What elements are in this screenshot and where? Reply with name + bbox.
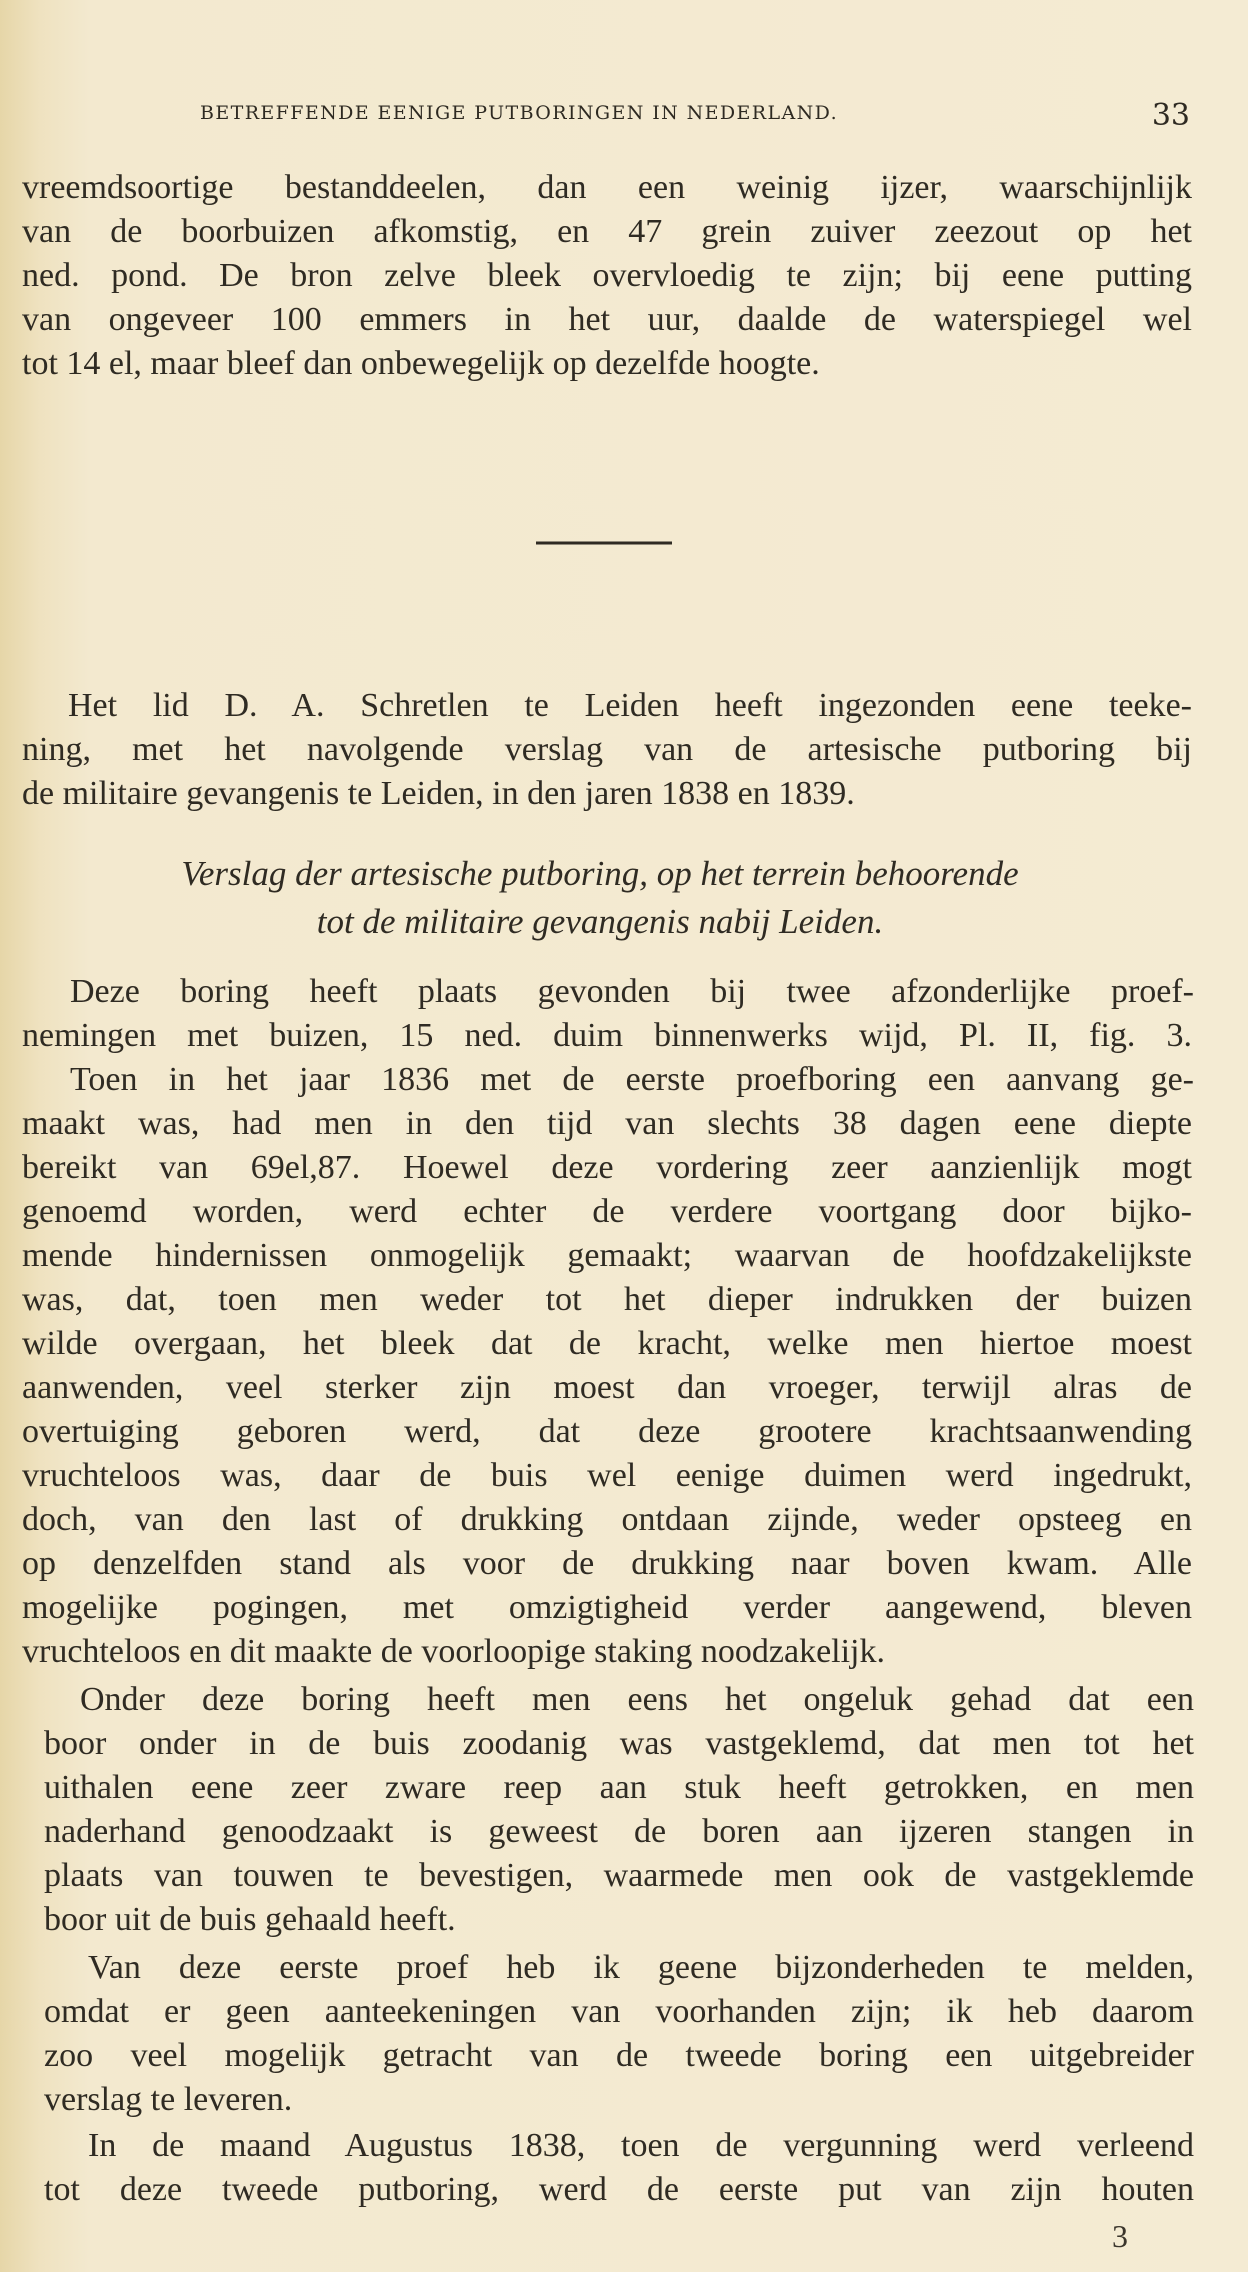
text-line: tot 14 el, maar bleef dan onbewegelijk op dezelfde hoogte. [22, 345, 820, 382]
text-line: omdat er geen aanteekeningen van voorhanden zijn; ik heb daarom [44, 1993, 1194, 2030]
text-line: Het lid D. A. Schretlen te Leiden heeft ingezonden eene teeke- [68, 687, 1192, 724]
text-line: genoemd worden, werd echter de verdere voortgang door bijko- [22, 1193, 1192, 1230]
text-line: plaats van touwen te bevestigen, waarmede men ook de vastgeklemde [44, 1857, 1194, 1894]
text-line: maakt was, had men in den tijd van slechts 38 dagen eene diepte [22, 1105, 1192, 1142]
text-line: mogelijke pogingen, met omzigtigheid verder aangewend, bleven [22, 1589, 1192, 1626]
text-line: Van deze eerste proef heb ik geene bijzonderheden te melden, [88, 1949, 1194, 1986]
text-line: de militaire gevangenis te Leiden, in den jaren 1838 en 1839. [22, 775, 855, 812]
text-line: ned. pond. De bron zelve bleek overvloedig te zijn; bij eene putting [22, 257, 1192, 294]
section-divider-rule [536, 540, 672, 546]
text-line: was, dat, toen men weder tot het dieper indrukken der buizen [22, 1281, 1192, 1318]
text-line: Onder deze boring heeft men eens het ongeluk gehad dat een [80, 1681, 1194, 1718]
running-title: BETREFFENDE EENIGE PUTBORINGEN IN NEDERLAND. [200, 102, 839, 124]
page-header [200, 98, 1190, 138]
text-line: zoo veel mogelijk getracht van de tweede boring een uitgebreider [44, 2037, 1194, 2074]
text-line: vruchteloos was, daar de buis wel eenige duimen werd ingedrukt, [22, 1457, 1192, 1494]
text-line: van ongeveer 100 emmers in het uur, daalde de waterspiegel wel [22, 301, 1192, 338]
text-line: naderhand genoodzaakt is geweest de boren aan ijzeren stangen in [44, 1813, 1194, 1850]
text-line: boor uit de buis gehaald heeft. [44, 1901, 456, 1938]
text-line: vruchteloos en dit maakte de voorloopige staking noodzakelijk. [22, 1633, 885, 1670]
text-line: ning, met het navolgende verslag van de artesische putboring bij [22, 731, 1192, 768]
text-line: van de boorbuizen afkomstig, en 47 grein zuiver zeezout op het [22, 213, 1192, 250]
text-line: op denzelfden stand als voor de drukking naar boven kwam. Alle [22, 1545, 1192, 1582]
signature-mark: 3 [1112, 2218, 1128, 2254]
text-line: doch, van den last of drukking ontdaan zijnde, weder opsteeg en [22, 1501, 1192, 1538]
text-line: vreemdsoortige bestanddeelen, dan een weinig ijzer, waarschijnlijk [22, 169, 1192, 206]
text-line: boor onder in de buis zoodanig was vastgeklemd, dat men tot het [44, 1725, 1194, 1762]
text-line: mende hindernissen onmogelijk gemaakt; waarvan de hoofdzakelijkste [22, 1237, 1192, 1274]
text-line: In de maand Augustus 1838, toen de vergunning werd verleend [88, 2127, 1194, 2164]
text-line: uithalen eene zeer zware reep aan stuk heeft getrokken, en men [44, 1769, 1194, 1806]
text-line: Toen in het jaar 1836 met de eerste proefboring een aanvang ge- [70, 1061, 1194, 1098]
report-subheading-line: tot de militaire gevangenis nabij Leiden. [316, 902, 884, 941]
text-line: tot deze tweede putboring, werd de eerste put van zijn houten [44, 2171, 1194, 2208]
text-line: bereikt van 69el,87. Hoewel deze vordering zeer aanzienlijk mogt [22, 1149, 1192, 1186]
text-line: aanwenden, veel sterker zijn moest dan vroeger, terwijl alras de [22, 1369, 1192, 1406]
text-line: verslag te leveren. [44, 2081, 293, 2118]
page-number: 33 [1151, 98, 1190, 133]
text-line: overtuiging geboren werd, dat deze grootere krachtsaanwending [22, 1413, 1192, 1450]
text-line: Deze boring heeft plaats gevonden bij twee afzonderlijke proef- [70, 973, 1194, 1010]
report-subheading-line: Verslag der artesische putboring, op het terrein behoorende [181, 854, 1019, 893]
text-line: wilde overgaan, het bleek dat de kracht, welke men hiertoe moest [22, 1325, 1192, 1362]
text-line: nemingen met buizen, 15 ned. duim binnenwerks wijd, Pl. II, fig. 3. [22, 1017, 1192, 1054]
